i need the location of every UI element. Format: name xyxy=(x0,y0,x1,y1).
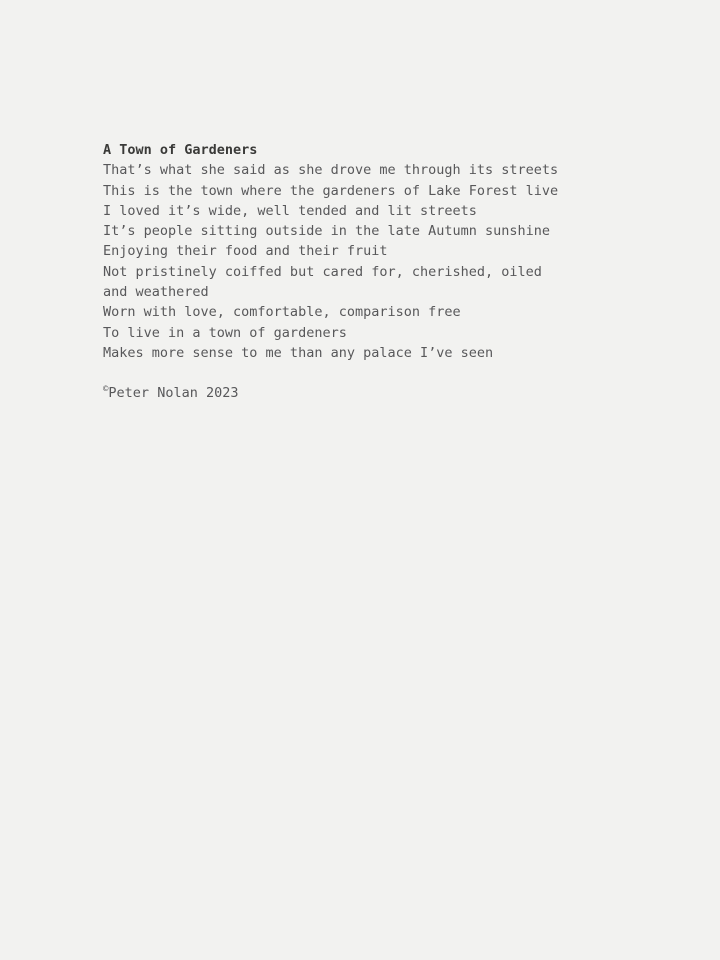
poem-line: and weathered xyxy=(103,284,209,301)
copyright-credit xyxy=(103,383,663,403)
poem-body xyxy=(103,160,663,363)
poem-line: Makes more sense to me than any palace I’ve seen xyxy=(103,344,494,361)
poem-line: Worn with love, comfortable, comparison free xyxy=(103,304,461,321)
poem-line: I loved it’s wide, well tended and lit streets xyxy=(103,202,477,219)
copyright-icon: © xyxy=(103,384,109,395)
poem-line: This is the town where the gardeners of Lake Forest live xyxy=(103,182,559,199)
poem-line: Enjoying their food and their fruit xyxy=(103,243,388,260)
credit-text: Peter Nolan 2023 xyxy=(108,385,239,402)
poem-line: To live in a town of gardeners xyxy=(103,324,347,341)
poem-line: It’s people sitting outside in the late Autumn sunshine xyxy=(103,223,551,240)
poem-line: That’s what she said as she drove me through its streets xyxy=(103,162,559,179)
poem-line: Not pristinely coiffed but cared for, cherished, oiled xyxy=(103,263,542,280)
poem-container xyxy=(103,140,663,404)
poem-title: A Town of Gardeners xyxy=(103,142,258,158)
